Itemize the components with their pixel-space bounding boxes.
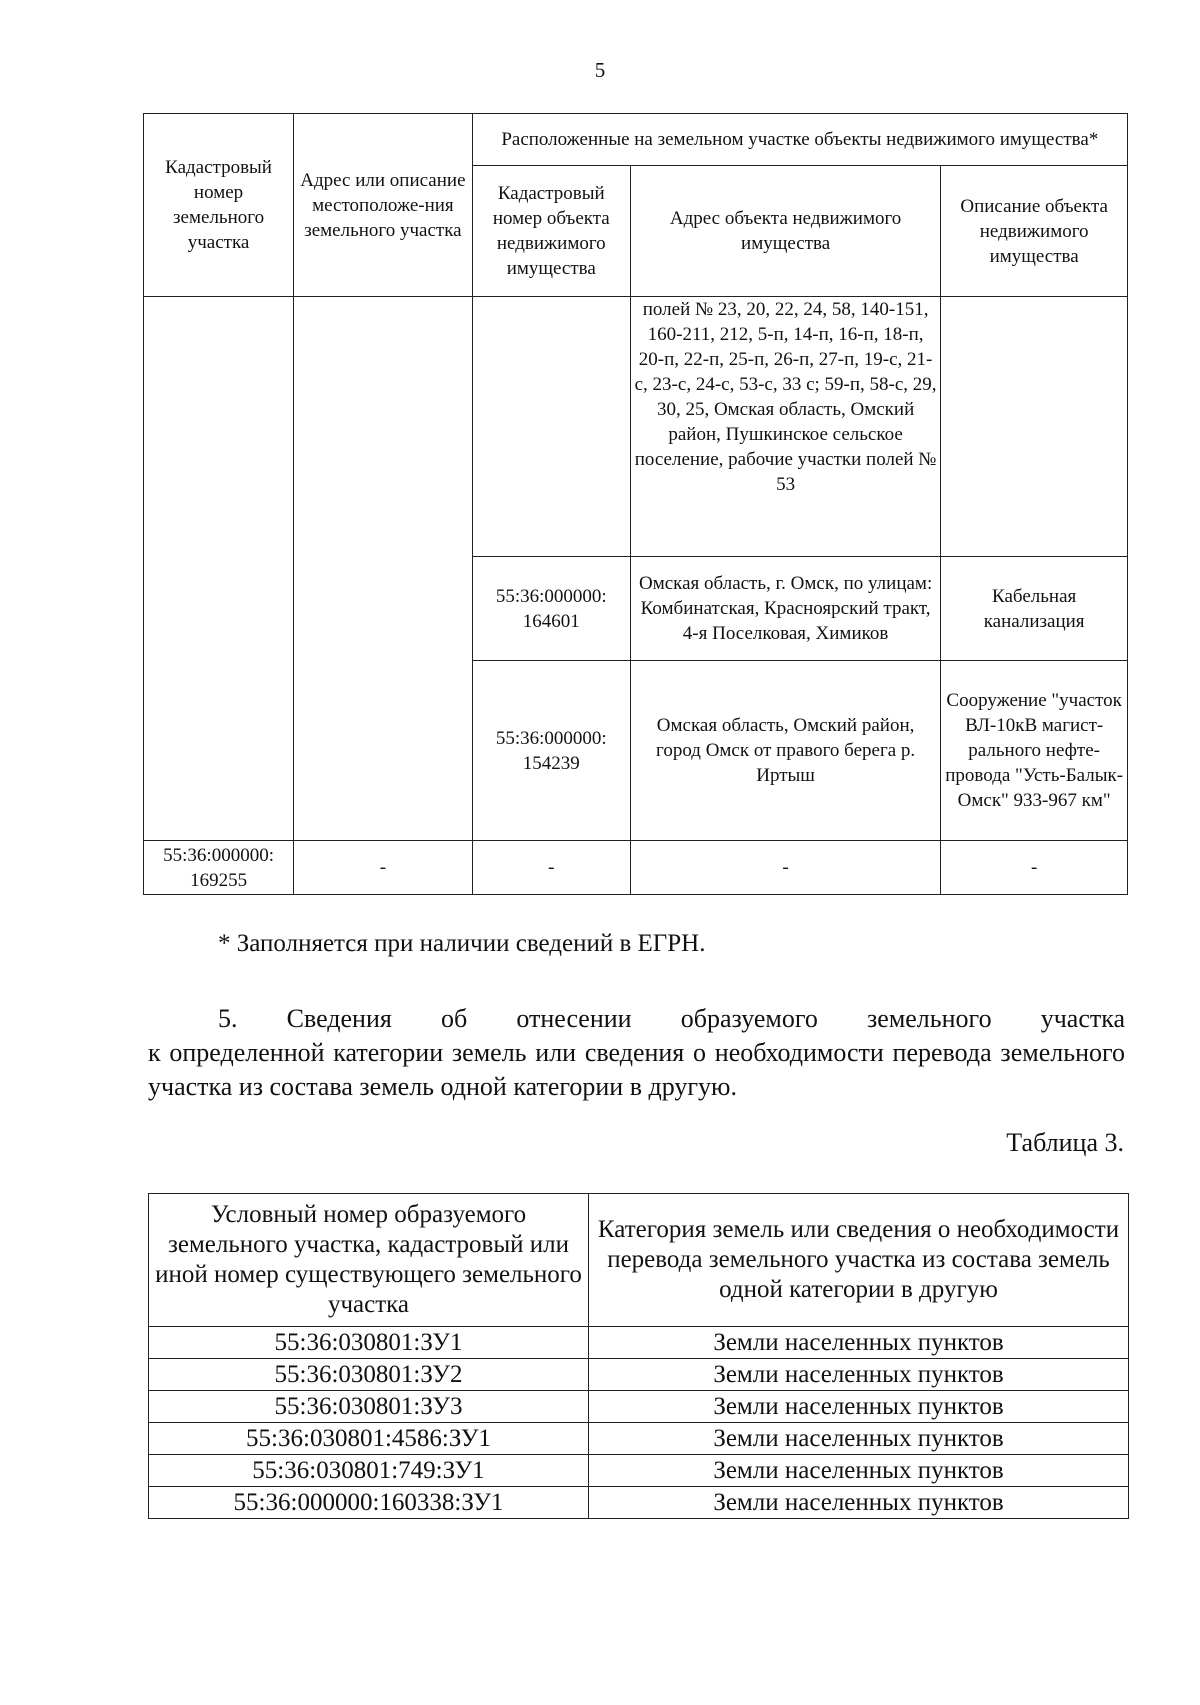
cell-obj-desc: Кабельная канализация — [941, 557, 1128, 661]
cell-land-category: Земли населенных пунктов — [589, 1359, 1129, 1391]
header-cad-number: Кадастровый номер земельного участка — [144, 114, 294, 297]
cell-land-number: 55:36:030801:ЗУ1 — [149, 1327, 589, 1359]
cell-address: - — [294, 841, 473, 895]
cell-land-number: 55:36:030801:4586:ЗУ1 — [149, 1423, 589, 1455]
footnote: * Заполняется при наличии сведений в ЕГРН. — [218, 930, 706, 957]
cell-cad-number-empty — [144, 297, 294, 841]
header-land-category: Категория земель или сведения о необходимости перевода земельного участка из состава земель одной категории в другую — [589, 1194, 1129, 1327]
section-5-text: к определенной категории земель или сведения о необходимости перевода земельного участка из состава земель одной категории в другую. — [148, 1038, 1125, 1101]
objects-table — [143, 113, 1128, 895]
cell-obj-desc: Сооружение "участок ВЛ-10кВ магист-рального нефте-провода "Усть-Балык-Омск" 933-967 км" — [941, 661, 1128, 841]
cell-land-category: Земли населенных пунктов — [589, 1487, 1129, 1519]
header-land-number: Условный номер образуемого земельного участка, кадастровый или иной номер существующего земельного участка — [149, 1194, 589, 1327]
cell-obj-address: Омская область, Омский район, город Омск от правого берега р. Иртыш — [630, 661, 940, 841]
cell-land-number: 55:36:030801:ЗУ3 — [149, 1391, 589, 1423]
land-category-table — [148, 1193, 1129, 1519]
cell-cad-number: 55:36:000000: 169255 — [144, 841, 294, 895]
cell-address-empty — [294, 297, 473, 841]
cell-land-category: Земли населенных пунктов — [589, 1391, 1129, 1423]
cell-obj-cad: 55:36:000000: 164601 — [472, 557, 630, 661]
cell-obj-address: - — [630, 841, 940, 895]
header-address: Адрес или описание местоположе-ния земельного участка — [294, 114, 473, 297]
cell-land-number: 55:36:030801:ЗУ2 — [149, 1359, 589, 1391]
cell-obj-cad — [472, 297, 630, 557]
cell-land-category: Земли населенных пунктов — [589, 1327, 1129, 1359]
header-obj-cad-number: Кадастровый номер объекта недвижимого имущества — [472, 166, 630, 297]
page-number: 5 — [594, 58, 606, 82]
cell-obj-cad: 55:36:000000: 154239 — [472, 661, 630, 841]
header-objects-group: Расположенные на земельном участке объекты недвижимого имущества* — [472, 114, 1127, 166]
cell-obj-desc: - — [941, 841, 1128, 895]
cell-obj-address: полей № 23, 20, 22, 24, 58, 140-151, 160-211, 212, 5-п, 14-п, 16-п, 18-п, 20-п, 22-п, 25-п, 26-п, 27-п, 19-с, 21-с, 23-с, 24-с, 53-с, 33 с; 59-п, 58-с, 29, 30, 25, Омская область, Омский район, Пушкинское сельское поселение, рабочие участки полей № 53 — [630, 297, 940, 557]
cell-land-category: Земли населенных пунктов — [589, 1455, 1129, 1487]
cell-obj-address: Омская область, г. Омск, по улицам: Комбинатская, Красноярский тракт, 4-я Поселковая, Химиков — [630, 557, 940, 661]
section-5-first-line: 5. Сведения об отнесении образуемого земельного участка — [218, 1004, 1125, 1033]
cell-land-number: 55:36:030801:749:ЗУ1 — [149, 1455, 589, 1487]
cell-obj-desc — [941, 297, 1128, 557]
cell-obj-cad: - — [472, 841, 630, 895]
section-5-paragraph — [148, 1002, 1125, 1104]
cell-land-number: 55:36:000000:160338:ЗУ1 — [149, 1487, 589, 1519]
table-3-label: Таблица 3. — [1006, 1128, 1124, 1157]
header-obj-description: Описание объекта недвижимого имущества — [941, 166, 1128, 297]
cell-land-category: Земли населенных пунктов — [589, 1423, 1129, 1455]
header-obj-address: Адрес объекта недвижимого имущества — [630, 166, 940, 297]
